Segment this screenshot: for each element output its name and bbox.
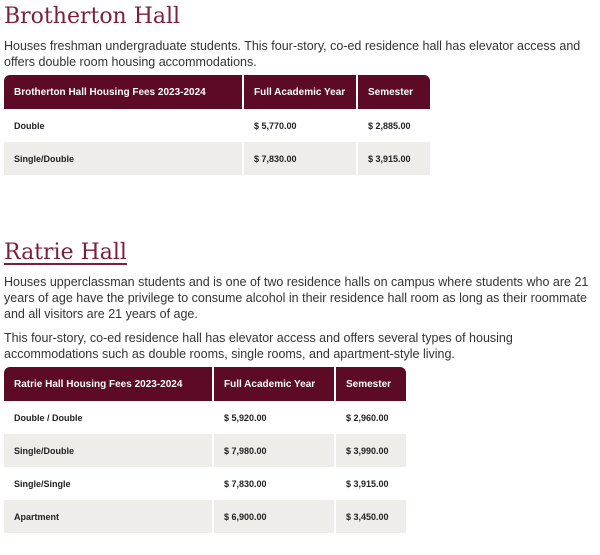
- fees-column-header: Ratrie Hall Housing Fees 2023-2024: [4, 367, 214, 401]
- brotherton-title: Brotherton Hall: [4, 4, 181, 29]
- room-type-cell: Apartment: [4, 500, 214, 533]
- semester-cell: $ 3,915.00: [346, 478, 389, 489]
- table-row: [4, 434, 406, 467]
- full-year-cell: $ 7,830.00: [214, 467, 336, 500]
- table-row: [4, 467, 406, 500]
- table-row: [4, 500, 406, 533]
- room-type-cell: Double: [4, 109, 244, 142]
- ratrie-title-link[interactable]: Ratrie Hall: [4, 240, 127, 265]
- table-header-row: [4, 367, 406, 401]
- full-year-cell: $ 6,900.00: [214, 500, 336, 533]
- table-row: [4, 401, 406, 434]
- ratrie-fees-table: [4, 367, 406, 533]
- semester-cell: $ 3,990.00: [336, 434, 406, 467]
- fees-column-header: Brotherton Hall Housing Fees 2023-2024: [4, 75, 244, 109]
- ratrie-section: [4, 240, 594, 533]
- full-year-column-header: Full Academic Year: [244, 75, 358, 109]
- semester-cell: $ 2,960.00: [346, 412, 389, 423]
- brotherton-description: Houses freshman undergraduate students. This four-story, co-ed residence hall has elevator access and offers double room housing accommodations.: [4, 39, 581, 69]
- full-year-cell: $ 7,830.00: [244, 142, 358, 175]
- full-year-cell: $ 7,980.00: [214, 434, 336, 467]
- full-year-column-header: Full Academic Year: [214, 367, 336, 401]
- table-header-row: [4, 75, 430, 109]
- table-row: [4, 109, 430, 142]
- brotherton-section: [4, 4, 594, 175]
- full-year-cell: $ 5,920.00: [214, 401, 336, 434]
- ratrie-description-2: This four-story, co-ed residence hall has elevator access and offers several types of housing accommodations such as double rooms, single rooms, and apartment-style living.: [4, 331, 513, 361]
- full-year-cell: $ 5,770.00: [244, 109, 358, 142]
- room-type-cell: Single/Double: [4, 434, 214, 467]
- room-type-cell: Double / Double: [4, 401, 214, 434]
- room-type-cell: Single/Single: [4, 467, 214, 500]
- table-row: [4, 142, 430, 175]
- semester-column-header: Semester: [336, 367, 406, 401]
- room-type-cell: Single/Double: [4, 142, 244, 175]
- ratrie-description-1: Houses upperclassman students and is one of two residence halls on campus where students who are 21 years of age have the privilege to consume alcohol in their residence hall room as long as their roommate and all visitors are 21 years of age.: [4, 275, 589, 321]
- semester-cell: $ 3,915.00: [358, 142, 430, 175]
- brotherton-fees-table: [4, 75, 430, 175]
- semester-column-header: Semester: [358, 75, 430, 109]
- semester-cell: $ 3,450.00: [336, 500, 406, 533]
- semester-cell: $ 2,885.00: [368, 120, 411, 131]
